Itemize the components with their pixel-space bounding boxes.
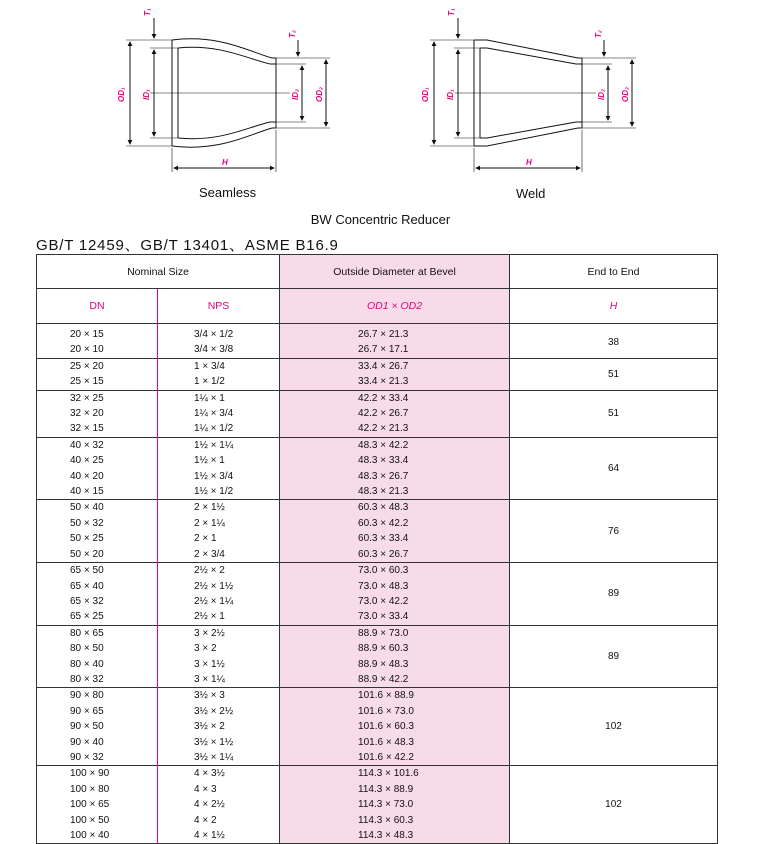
dn-cell: 80 × 32 <box>70 673 104 685</box>
nps-cell: 2 × 1¼ <box>158 516 280 531</box>
od-cell: 114.3 × 73.0 <box>280 797 510 812</box>
dn-cell: 100 × 80 <box>70 783 110 795</box>
dn-cell: 100 × 40 <box>70 830 110 841</box>
dn-cell: 50 × 25 <box>70 533 104 545</box>
table-row <box>37 390 718 406</box>
standards-line: GB/T 12459、GB/T 13401、ASME B16.9 <box>36 237 339 254</box>
table-row <box>37 766 718 782</box>
nps-cell: 4 × 2½ <box>158 797 280 812</box>
nps-cell: 3½ × 1½ <box>158 735 280 750</box>
dn-cell: 90 × 80 <box>37 688 158 704</box>
header-outside-diameter: Outside Diameter at Bevel <box>280 255 510 289</box>
od-cell: 88.9 × 42.2 <box>280 672 510 688</box>
dn-cell: 20 × 10 <box>70 344 104 356</box>
weld-label: Weld <box>516 186 546 201</box>
id2-label: ID₂ <box>291 88 300 100</box>
end-to-end-cell: 38 <box>510 324 718 359</box>
nps-cell: 2½ × 2 <box>158 563 280 579</box>
nps-cell: 3 × 1½ <box>158 657 280 672</box>
dn-cell: 40 × 32 <box>37 437 158 453</box>
dn-cell: 20 × 15 <box>37 324 158 343</box>
od-cell: 73.0 × 48.3 <box>280 579 510 594</box>
dn-cell: 90 × 50 <box>70 721 104 733</box>
od-cell: 33.4 × 26.7 <box>280 358 510 374</box>
table-row <box>37 437 718 453</box>
nps-cell: 1½ × 1 <box>158 453 280 468</box>
header-nps: NPS <box>158 289 280 324</box>
table-row <box>37 358 718 374</box>
od-cell: 60.3 × 33.4 <box>280 531 510 546</box>
od-cell: 48.3 × 33.4 <box>280 453 510 468</box>
table-row <box>37 500 718 516</box>
header-od: OD1 × OD2 <box>280 289 510 324</box>
h-label-weld: H <box>526 158 532 167</box>
dn-cell: 25 × 20 <box>37 358 158 374</box>
dn-cell: 100 × 50 <box>70 814 110 826</box>
od-cell: 48.3 × 42.2 <box>280 437 510 453</box>
nps-cell: 1¼ × 1/2 <box>158 421 280 437</box>
od-cell: 114.3 × 60.3 <box>280 813 510 828</box>
od2-label-weld: OD₂ <box>621 86 630 102</box>
h-label: H <box>222 158 228 167</box>
od-cell: 42.2 × 21.3 <box>280 421 510 437</box>
header-h: H <box>510 289 718 324</box>
t2-label: T₂ <box>288 30 297 38</box>
od-cell: 42.2 × 26.7 <box>280 406 510 421</box>
od-cell: 101.6 × 73.0 <box>280 704 510 719</box>
table-row <box>37 324 718 343</box>
dn-cell: 65 × 25 <box>70 611 104 623</box>
od-cell: 73.0 × 42.2 <box>280 594 510 609</box>
header-nominal-size: Nominal Size <box>37 255 280 289</box>
nps-cell: 2 × 1½ <box>158 500 280 516</box>
dn-cell: 80 × 50 <box>70 643 104 655</box>
id1-label: ID₁ <box>142 89 151 100</box>
nps-cell: 1½ × 1/2 <box>158 484 280 500</box>
header-end-to-end: End to End <box>510 255 718 289</box>
dn-cell: 65 × 40 <box>70 580 104 592</box>
dn-cell: 40 × 25 <box>70 455 104 467</box>
od-cell: 26.7 × 17.1 <box>280 342 510 358</box>
id2-label-weld: ID₂ <box>597 88 606 100</box>
dn-cell: 80 × 65 <box>37 625 158 641</box>
dn-cell: 50 × 20 <box>70 548 104 560</box>
od1-label-weld: OD₁ <box>421 87 430 102</box>
dn-cell: 80 × 40 <box>70 658 104 670</box>
nps-cell: 2½ × 1 <box>158 609 280 625</box>
od-cell: 60.3 × 42.2 <box>280 516 510 531</box>
nps-cell: 4 × 1½ <box>158 828 280 844</box>
nps-cell: 2 × 3/4 <box>158 547 280 563</box>
dn-cell: 90 × 65 <box>70 705 104 717</box>
od-cell: 60.3 × 48.3 <box>280 500 510 516</box>
table-row <box>37 563 718 579</box>
od-cell: 114.3 × 48.3 <box>280 828 510 844</box>
dn-cell: 25 × 15 <box>70 376 104 388</box>
od-cell: 114.3 × 101.6 <box>280 766 510 782</box>
dn-cell: 50 × 40 <box>37 500 158 516</box>
nps-cell: 3½ × 3 <box>158 688 280 704</box>
od-cell: 73.0 × 60.3 <box>280 563 510 579</box>
end-to-end-cell: 64 <box>510 437 718 500</box>
od-cell: 88.9 × 48.3 <box>280 657 510 672</box>
table-row <box>37 625 718 641</box>
od1-label: OD₁ <box>117 87 126 102</box>
od-cell: 101.6 × 88.9 <box>280 688 510 704</box>
nps-cell: 2 × 1 <box>158 531 280 546</box>
dn-cell: 100 × 65 <box>70 799 110 811</box>
od-cell: 88.9 × 60.3 <box>280 641 510 656</box>
seamless-label: Seamless <box>199 185 257 200</box>
dn-cell: 32 × 25 <box>37 390 158 406</box>
nps-cell: 3 × 2 <box>158 641 280 656</box>
dn-cell: 100 × 90 <box>37 766 158 782</box>
dn-cell: 90 × 32 <box>70 751 104 763</box>
od-cell: 48.3 × 26.7 <box>280 469 510 484</box>
od-cell: 42.2 × 33.4 <box>280 390 510 406</box>
dn-cell: 65 × 32 <box>70 595 104 607</box>
dn-cell: 32 × 15 <box>70 423 104 435</box>
t1-label-weld: T₁ <box>447 8 456 16</box>
table-row <box>37 688 718 704</box>
nps-cell: 1½ × 3/4 <box>158 469 280 484</box>
od-cell: 101.6 × 60.3 <box>280 719 510 734</box>
od-cell: 101.6 × 42.2 <box>280 750 510 766</box>
nps-cell: 3 × 1¼ <box>158 672 280 688</box>
nps-cell: 2½ × 1¼ <box>158 594 280 609</box>
nps-cell: 1½ × 1¼ <box>158 437 280 453</box>
nps-cell: 3½ × 2½ <box>158 704 280 719</box>
t2-label-weld: T₂ <box>594 30 603 38</box>
t1-label: T₁ <box>143 8 152 16</box>
nps-cell: 1¼ × 3/4 <box>158 406 280 421</box>
nps-cell: 3½ × 1¼ <box>158 750 280 766</box>
end-to-end-cell: 51 <box>510 358 718 390</box>
od-cell: 33.4 × 21.3 <box>280 374 510 390</box>
end-to-end-cell: 102 <box>510 766 718 844</box>
od-cell: 101.6 × 48.3 <box>280 735 510 750</box>
dn-cell: 50 × 32 <box>70 517 104 529</box>
end-to-end-cell: 76 <box>510 500 718 563</box>
end-to-end-cell: 89 <box>510 625 718 688</box>
nps-cell: 1 × 3/4 <box>158 358 280 374</box>
od-cell: 26.7 × 21.3 <box>280 324 510 343</box>
dn-cell: 90 × 40 <box>70 736 104 748</box>
nps-cell: 2½ × 1½ <box>158 579 280 594</box>
od2-label: OD₂ <box>315 86 324 102</box>
nps-cell: 1 × 1/2 <box>158 374 280 390</box>
dn-cell: 32 × 20 <box>70 408 104 420</box>
dn-cell: 40 × 20 <box>70 470 104 482</box>
od-cell: 73.0 × 33.4 <box>280 609 510 625</box>
nps-cell: 4 × 2 <box>158 813 280 828</box>
id1-label-weld: ID₁ <box>446 89 455 100</box>
od-cell: 88.9 × 73.0 <box>280 625 510 641</box>
reducer-diagrams <box>0 0 761 210</box>
end-to-end-cell: 51 <box>510 390 718 437</box>
od-cell: 48.3 × 21.3 <box>280 484 510 500</box>
end-to-end-cell: 102 <box>510 688 718 766</box>
end-to-end-cell: 89 <box>510 563 718 626</box>
table-body <box>37 324 718 844</box>
nps-cell: 3/4 × 3/8 <box>158 342 280 358</box>
nps-cell: 1¼ × 1 <box>158 390 280 406</box>
nps-cell: 4 × 3½ <box>158 766 280 782</box>
page-title: BW Concentric Reducer <box>310 212 451 227</box>
nps-cell: 3/4 × 1/2 <box>158 324 280 343</box>
nps-cell: 3 × 2½ <box>158 625 280 641</box>
dimensions-table <box>36 254 718 844</box>
od-cell: 60.3 × 26.7 <box>280 547 510 563</box>
od-cell: 114.3 × 88.9 <box>280 782 510 797</box>
dn-cell: 40 × 15 <box>70 486 104 498</box>
nps-cell: 4 × 3 <box>158 782 280 797</box>
nps-cell: 3½ × 2 <box>158 719 280 734</box>
dn-cell: 65 × 50 <box>37 563 158 579</box>
header-dn: DN <box>37 289 158 324</box>
